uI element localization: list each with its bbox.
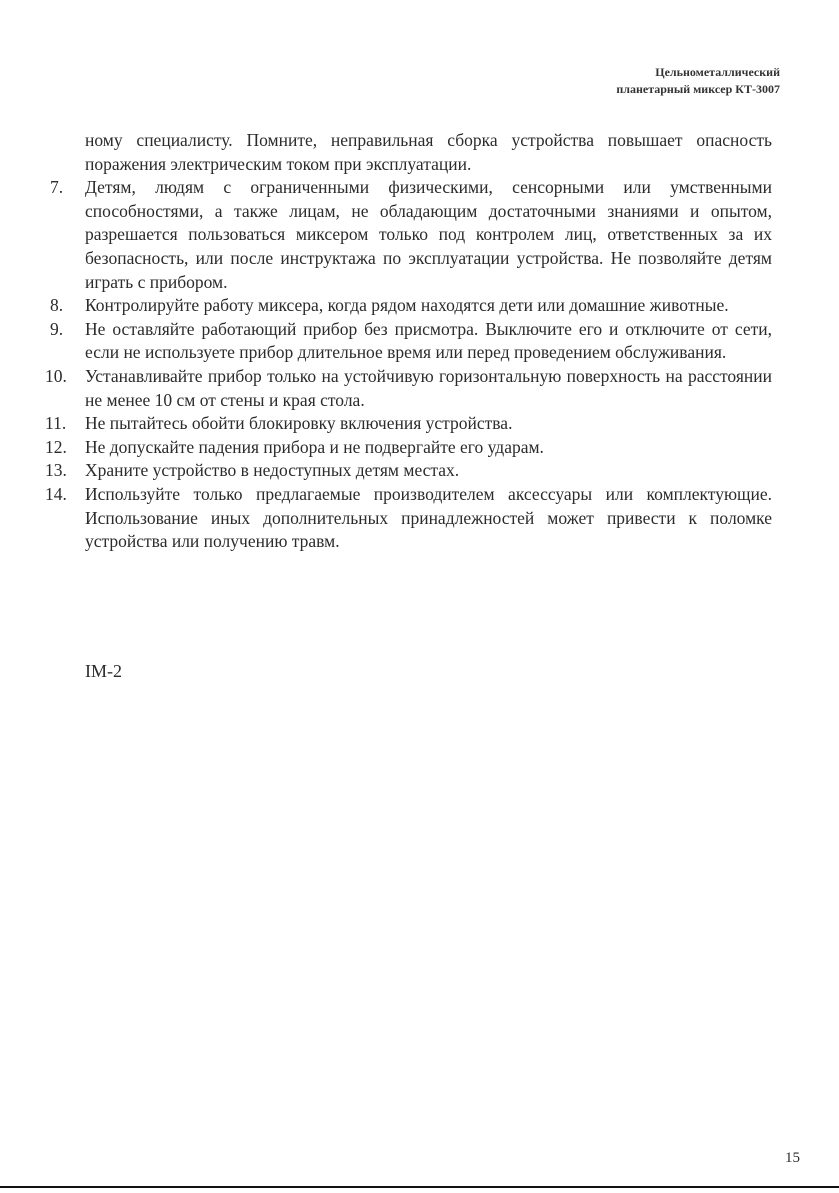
list-item [50, 294, 772, 318]
document-code: IM-2 [85, 661, 122, 681]
list-item [50, 318, 772, 365]
header-product-line2: планетарный миксер КТ-3007 [616, 82, 780, 96]
list-item [45, 459, 772, 483]
list-item [45, 436, 772, 460]
list-item-number: 12. [45, 436, 67, 457]
list-item-number: 9. [50, 318, 64, 339]
header-product-line1: Цельнометаллический [655, 65, 780, 79]
list-item-number: 13. [45, 460, 67, 481]
list-item-text: Не допускайте падения прибора и не подвергайте его ударам. [85, 436, 544, 457]
list-item-text: Храните устройство в недоступных детям местах. [85, 460, 460, 481]
safety-instructions [45, 129, 772, 554]
list-item [45, 365, 772, 412]
intro-continuation: ному специалисту. Помните, неправильная сборка устройства повышает опасность поражения электрическим током при эксплуатации. [85, 130, 772, 174]
list-item-number: 8. [50, 295, 64, 316]
bottom-divider [0, 1186, 839, 1188]
list-item-text: Не оставляйте работающий прибор без присмотра. Выключите его и отключите от сети, если не используете прибор длительное время или перед проведением обслуживания. [85, 318, 772, 363]
list-item-number: 7. [50, 177, 64, 198]
list-item-text: Детям, людям с ограниченными физическими, сенсорными или умственными способностями, а также лицам, не обладающим достаточными знаниями и опытом, разрешается пользоваться миксером только под контролем лиц, ответственных за их безопасность, или после инструктажа по эксплуатации устройства. Не позволяйте детям играть с прибором. [85, 177, 772, 292]
list-item-text: Контролируйте работу миксера, когда рядом находятся дети или домашние животные. [85, 295, 729, 316]
list-item-text: Не пытайтесь обойти блокировку включения устройства. [85, 413, 513, 434]
list-item-text: Используйте только предлагаемые производителем аксессуары или комплектующие. Использование иных дополнительных принадлежностей может привести к поломке устройства или получению травм. [85, 483, 772, 552]
page-number: 15 [785, 1150, 800, 1166]
list-item [50, 176, 772, 294]
list-item [45, 483, 772, 554]
list-item-number: 11. [45, 413, 67, 434]
page-header [616, 64, 780, 98]
list-item-number: 14. [45, 483, 67, 504]
list-item-number: 10. [45, 365, 67, 386]
list-item [45, 412, 772, 436]
list-item-text: Устанавливайте прибор только на устойчивую горизонтальную поверхность на расстоянии не менее 10 см от стены и края стола. [85, 365, 772, 410]
